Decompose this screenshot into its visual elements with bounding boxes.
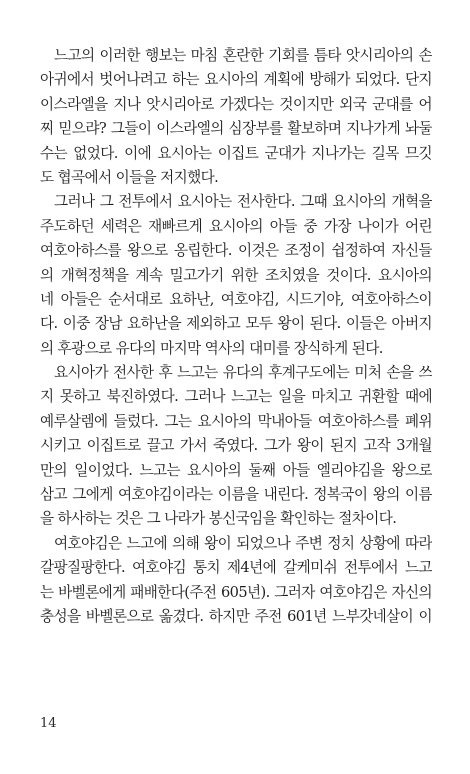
text-line: 지 못하고 북진하였다. 그러나 느고는 일을 마치고 귀환할 때에: [40, 388, 432, 406]
text-line: 만의 일이었다. 느고는 요시아의 둘째 아들 엘리야김을 왕으로: [40, 461, 432, 479]
paragraph-2: [40, 190, 432, 361]
text-line: 의 후광으로 유다의 마지막 역사의 대미를 장식하게 된다.: [40, 339, 383, 357]
text-line: 요시아가 전사한 후 느고는 유다의 후계구도에는 미처 손을 쓰: [54, 364, 432, 382]
page-number: 14: [40, 716, 57, 731]
text-line: 삼고 그에게 여호야김이라는 이름을 내린다. 정복국이 왕의 이름: [40, 486, 432, 504]
text-line: 도 협곡에서 이들을 저지했다.: [40, 168, 219, 186]
paragraph-1: [40, 44, 432, 190]
paragraph-4: [40, 532, 432, 630]
body-text: [40, 44, 432, 629]
text-line: 충성을 바벨론으로 옮겼다. 하지만 주전 601년 느부갓네살이 이: [40, 607, 432, 625]
text-line: 찌 믿으랴? 그들이 이스라엘의 심장부를 활보하며 지나가게 놔둘: [40, 120, 432, 138]
text-line: 시키고 이집트로 끌고 가서 죽였다. 그가 왕이 된지 고작 3개월: [40, 437, 432, 455]
text-line: 이스라엘을 지나 앗시리아로 가겠다는 것이지만 외국 군대를 어: [40, 95, 432, 113]
text-line: 여호야김은 느고에 의해 왕이 되었으나 주변 정치 상황에 따라: [54, 534, 432, 552]
text-line: 네 아들은 순서대로 요하난, 여호야김, 시드기야, 여호아하스이: [40, 290, 432, 308]
text-line: 주도하던 세력은 재빠르게 요시아의 아들 중 가장 나이가 어린: [40, 217, 432, 235]
text-line: 는 바벨론에게 패배한다(주전 605년). 그러자 여호야김은 자신의: [40, 583, 432, 601]
text-line: 수는 없었다. 이에 요시아는 이집트 군대가 지나가는 길목 므깃: [40, 144, 432, 162]
text-line: 의 개혁정책을 계속 밀고가기 위한 조치였을 것이다. 요시아의: [40, 266, 432, 284]
text-line: 예루살렘에 들렀다. 그는 요시아의 막내아들 여호아하스를 폐위: [40, 412, 432, 430]
text-line: 아귀에서 벗어나려고 하는 요시아의 계획에 방해가 되었다. 단지: [40, 71, 432, 89]
text-line: 느고의 이러한 행보는 마침 혼란한 기회를 틈타 앗시리아의 손: [54, 47, 432, 64]
text-line: 여호아하스를 왕으로 옹립한다. 이것은 조정이 쉽정하여 자신들: [40, 242, 432, 260]
text-line: 다. 이중 장남 요하난을 제외하고 모두 왕이 된다. 이들은 아버지: [40, 315, 432, 333]
text-line: 그러나 그 전투에서 요시아는 전사한다. 그때 요시아의 개혁을: [54, 193, 432, 211]
text-line: 을 하사하는 것은 그 나라가 봉신국임을 확인하는 절차이다.: [40, 510, 397, 528]
text-line: 갈팡질팡한다. 여호야김 통치 제4년에 갈케미쉬 전투에서 느고: [40, 559, 432, 577]
paragraph-3: [40, 361, 432, 532]
